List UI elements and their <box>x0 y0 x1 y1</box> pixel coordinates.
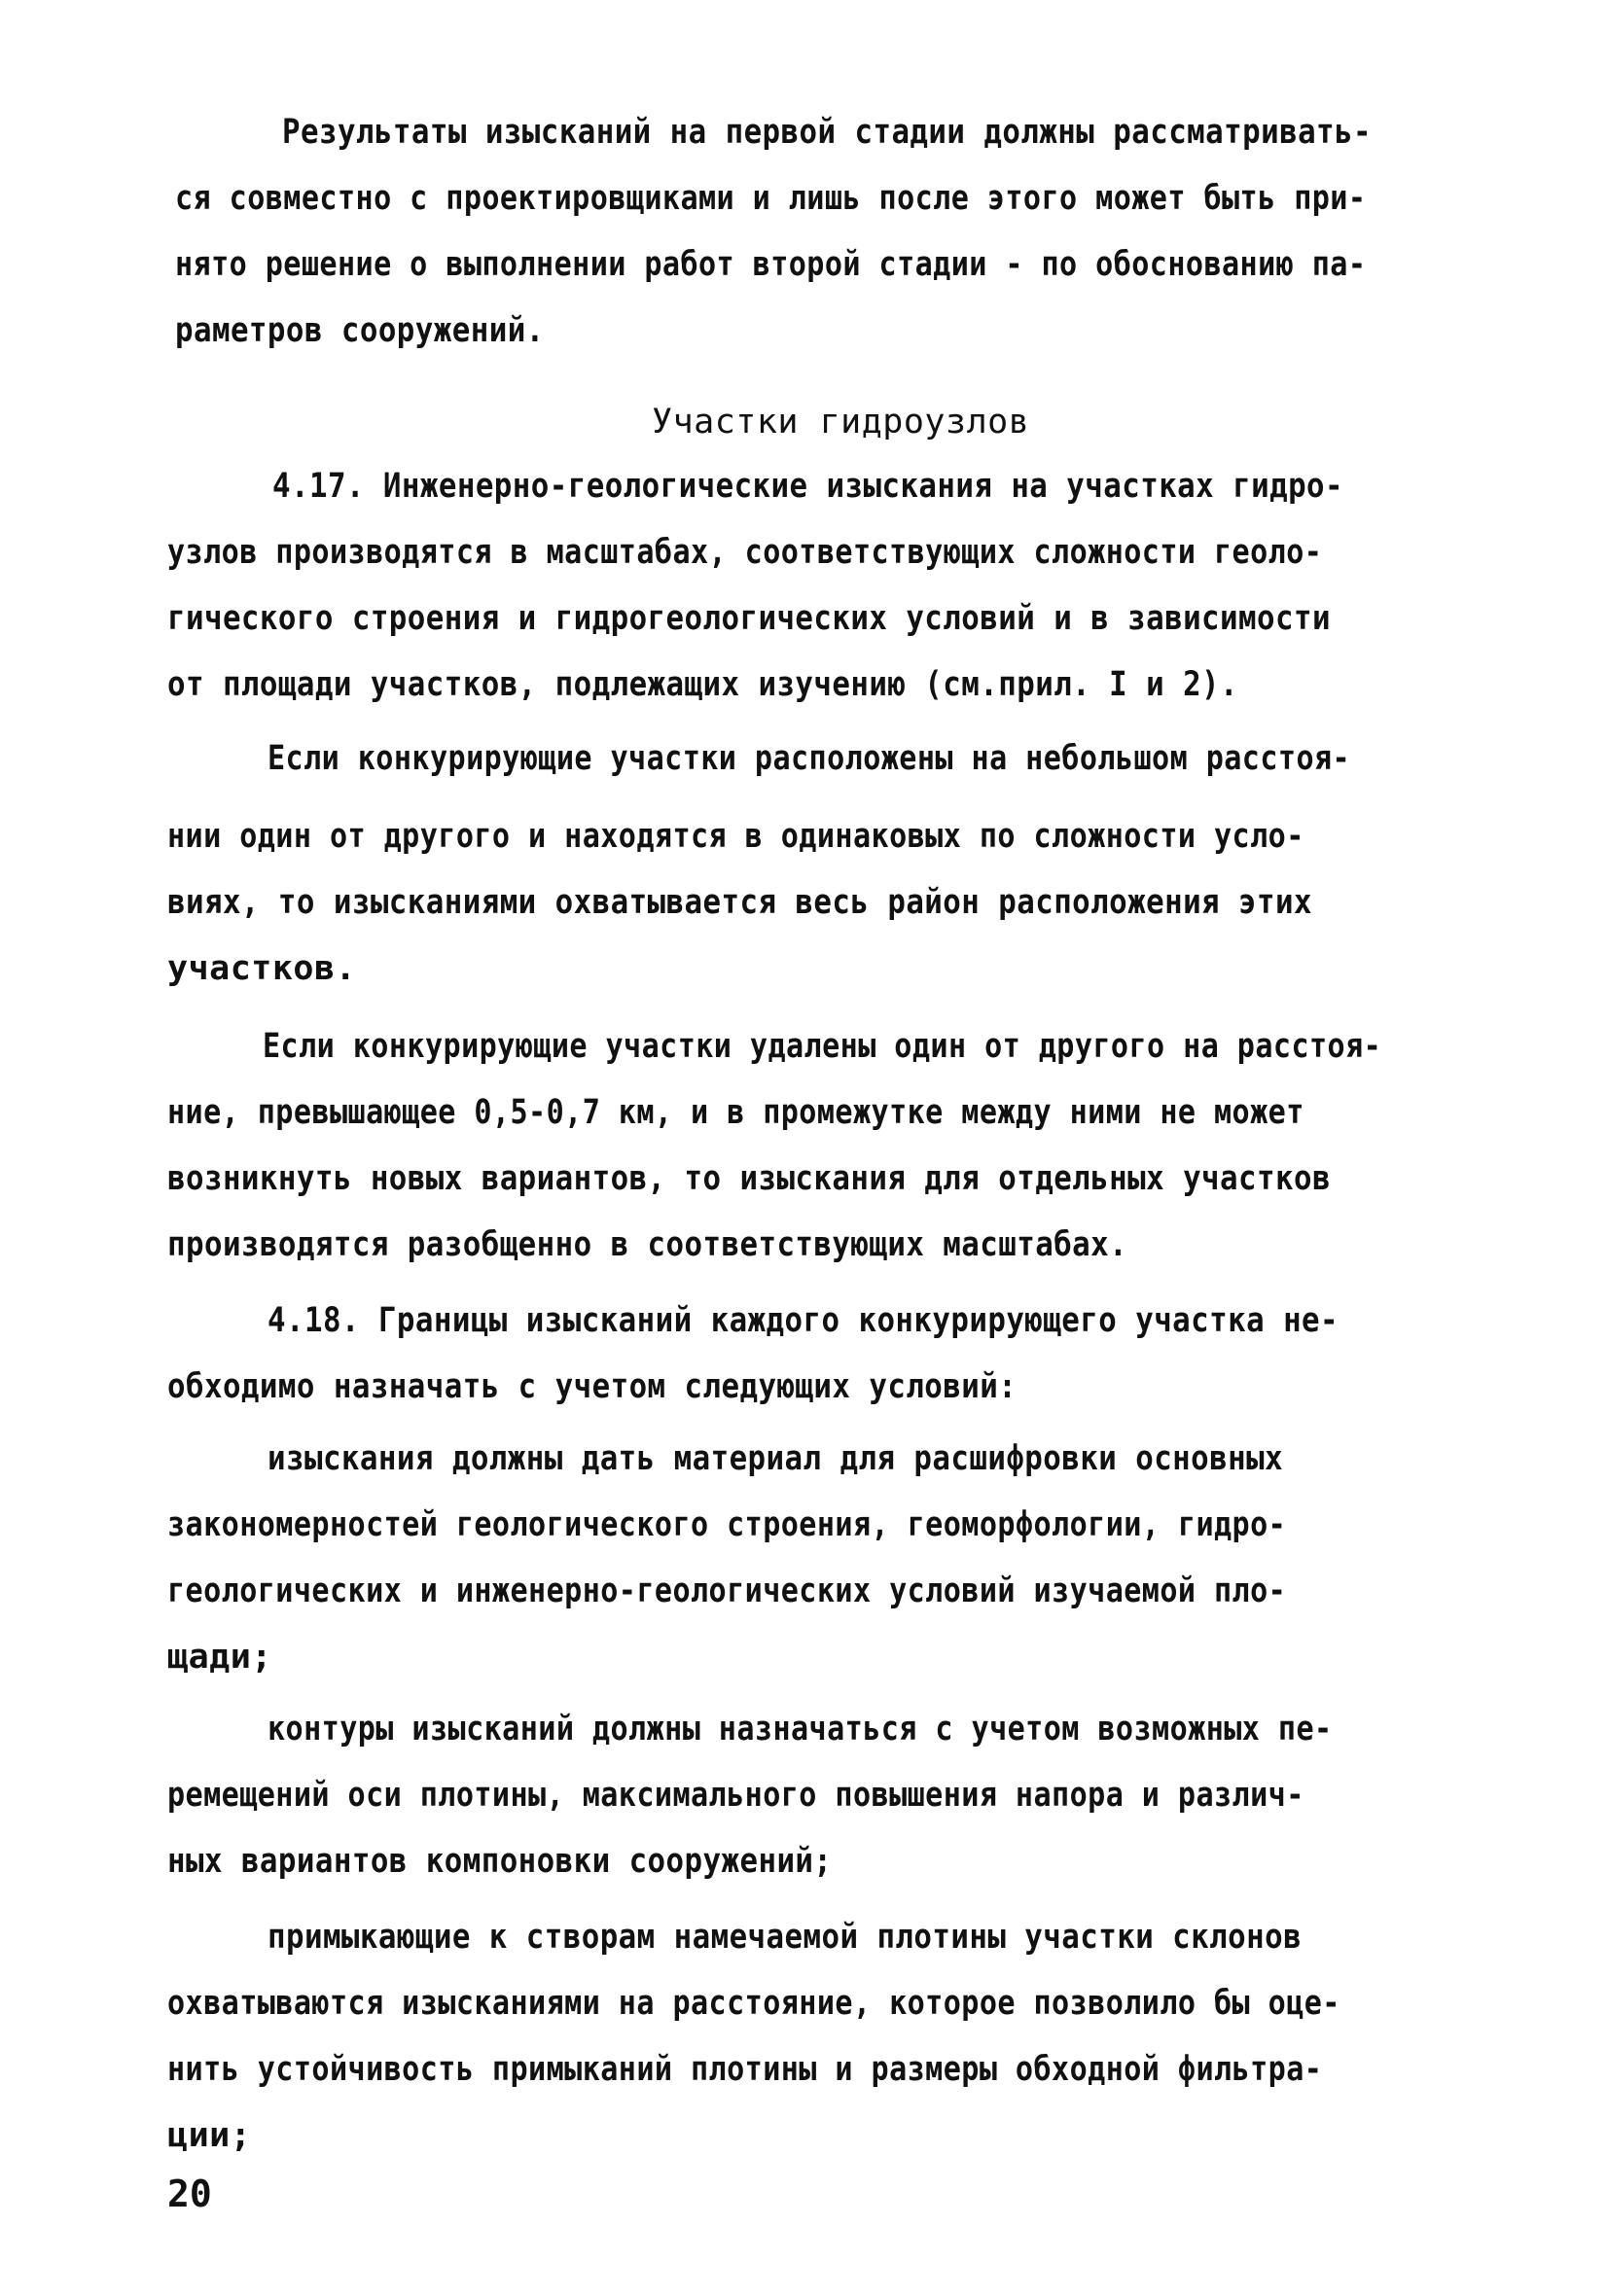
text-line: Если конкурирующие участки расположены на небольшом расстоя- <box>268 739 1351 778</box>
text-line: ных вариантов компоновки сооружений; <box>167 1842 833 1881</box>
text-line: ции; <box>167 2116 252 2155</box>
text-line: ремещений оси плотины, максимального повышения напора и различ- <box>167 1776 1304 1815</box>
section-heading: Участки гидроузлов <box>652 403 1030 442</box>
text-line: нии один от другого и находятся в одинаковых по сложности усло- <box>167 817 1304 856</box>
text-line: нято решение о выполнении работ второй стадии - по обоснованию па- <box>175 245 1367 284</box>
text-line: примыкающие к створам намечаемой плотины участки склонов <box>268 1918 1303 1957</box>
text-line: 4.18. Границы изысканий каждого конкурирующего участка не- <box>268 1301 1339 1340</box>
text-line: 4.17. Инженерно-геологические изыскания на участках гидро- <box>272 467 1344 506</box>
text-line: ся совместно с проектировщиками и лишь после этого может быть при- <box>175 179 1367 218</box>
text-line: раметров сооружений. <box>175 311 545 350</box>
text-line: гического строения и гидрогеологических условий и в зависимости <box>167 599 1331 638</box>
text-line: производятся разобщенно в соответствующих масштабах. <box>167 1225 1128 1264</box>
text-line: щади; <box>167 1638 272 1677</box>
text-line: нить устойчивость примыканий плотины и размеры обходной фильтра- <box>167 2050 1323 2089</box>
text-line: возникнуть новых вариантов, то изыскания для отдельных участков <box>167 1159 1331 1198</box>
text-line: Если конкурирующие участки удалены один от другого на расстоя- <box>263 1027 1382 1066</box>
text-line: контуры изысканий должны назначаться с учетом возможных пе- <box>268 1710 1333 1748</box>
text-line: обходимо назначать с учетом следующих условий: <box>167 1367 1018 1406</box>
text-line: ние, превышающее 0,5-0,7 км, и в промежутке между ними не может <box>167 1093 1304 1132</box>
text-line: охватываются изысканиями на расстояние, которое позволило бы оце- <box>167 1984 1340 2023</box>
text-line: изыскания должны дать материал для расшифровки основных <box>268 1439 1284 1478</box>
text-line: узлов производятся в масштабах, соответствующих сложности геоло- <box>167 533 1323 572</box>
text-line: геологических и инженерно-геологических условий изучаемой пло- <box>167 1572 1287 1610</box>
text-line: виях, то изысканиями охватывается весь район расположения этих <box>167 883 1312 922</box>
text-line: от площади участков, подлежащих изучению (см.прил. I и 2). <box>167 665 1239 704</box>
text-line: закономерностей геологического строения, геоморфологии, гидро- <box>167 1505 1287 1544</box>
page-number: 20 <box>167 2172 212 2215</box>
text-line: участков. <box>167 949 357 988</box>
text-line: Результаты изысканий на первой стадии должны рассматривать- <box>282 113 1373 152</box>
